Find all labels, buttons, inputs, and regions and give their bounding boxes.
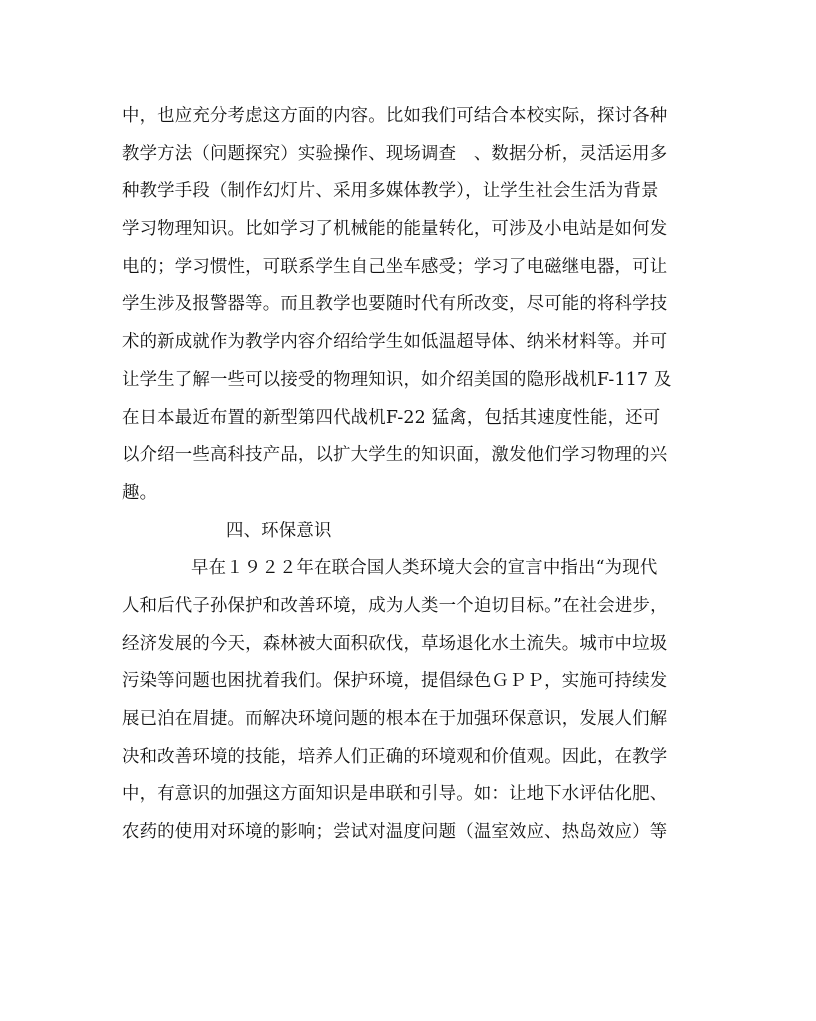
text-line: 让学生了解一些可以接受的物理知识，如介绍美国的隐形战机F-117 及	[122, 369, 672, 390]
text-line: 中，也应充分考虑这方面的内容。比如我们可结合本校实际，探讨各种	[122, 106, 668, 126]
text-line: 决和改善环境的技能，培养人们正确的环境观和价值观。因此，在教学	[122, 746, 668, 767]
text-line: 经济发展的今天，森林被大面积砍伐，草场退化水土流失。城市中垃圾	[122, 633, 668, 654]
section-heading: 四、环保意识	[226, 520, 332, 541]
text-line: 展已泊在眉捷。而解决环境问题的根本在于加强环保意识，发展人们解	[122, 709, 668, 729]
text-line: 农药的使用对环境的影响；尝试对温度问题（温室效应、热岛效应）等	[122, 822, 668, 843]
text-line: 人和后代子孙保护和改善环境，成为人类一个迫切目标。”在社会进步，	[122, 595, 668, 616]
text-line: 在日本最近布置的新型第四代战机F-22 猛禽，包括其速度性能，还可	[122, 407, 661, 428]
document-body	[122, 98, 702, 852]
text-line: 电的；学习惯性，可联系学生自己坐车感受；学习了电磁继电器，可让	[122, 256, 668, 277]
text-line: 污染等问题也困扰着我们。保护环境，提倡绿色ＧＰＰ，实施可持续发	[122, 671, 668, 692]
text-line: 以介绍一些高科技产品，以扩大学生的知识面，激发他们学习物理的兴	[122, 445, 668, 466]
text-line: 学生涉及报警器等。而且教学也要随时代有所改变，尽可能的将科学技	[122, 294, 668, 315]
text-line: 趣。	[122, 482, 158, 503]
text-line: 学习物理知识。比如学习了机械能的能量转化，可涉及小电站是如何发	[122, 219, 668, 240]
paragraph-first-line: 早在１９２２年在联合国人类环境大会的宣言中指出“为现代	[191, 558, 658, 579]
text-line: 种教学手段（制作幻灯片、采用多媒体教学），让学生社会生活为背景	[122, 181, 659, 202]
text-line: 中，有意识的加强这方面知识是串联和引导。如：让地下水评估化肥、	[122, 784, 668, 805]
text-line: 教学方法（问题探究）实验操作、现场调查 、数据分析，灵活运用多	[122, 143, 668, 164]
text-line: 术的新成就作为教学内容介绍给学生如低温超导体、纳米材料等。并可	[122, 332, 668, 353]
